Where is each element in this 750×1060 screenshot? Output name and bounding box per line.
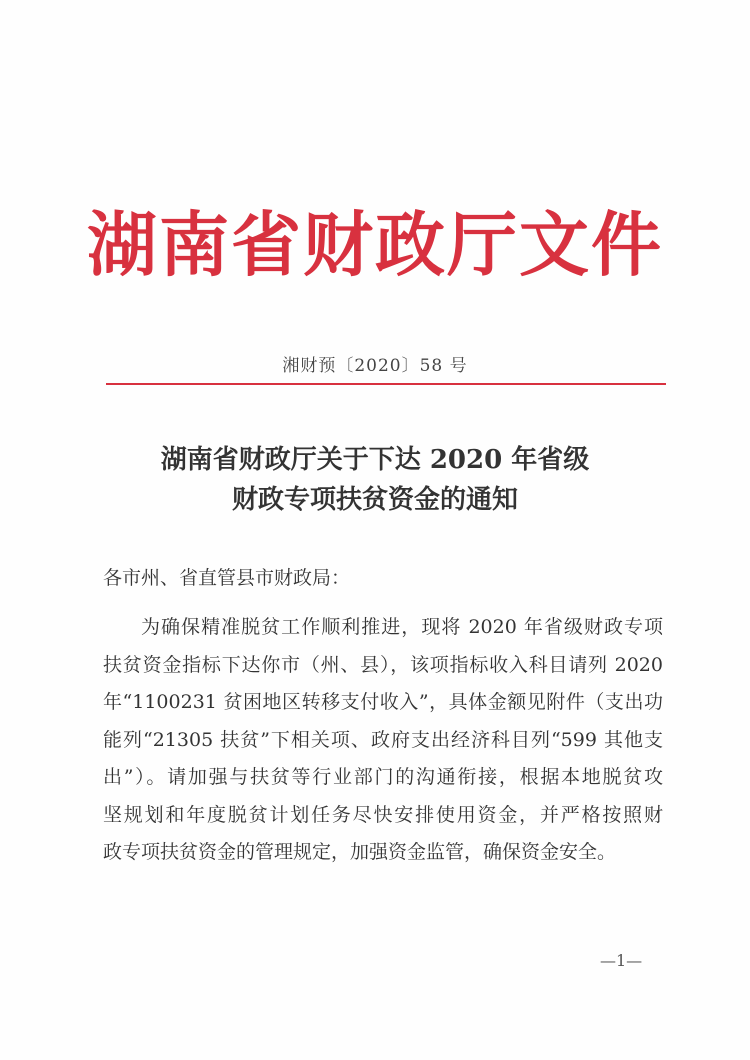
document-number: 湘财预〔2020〕58 号 bbox=[282, 356, 468, 376]
notice-title bbox=[0, 440, 750, 520]
body-line-4: 能列“21305 扶贫”下相关项、政府支出经济科目列“599 其他支 bbox=[103, 728, 663, 751]
body-line-1: 为确保精准脱贫工作顺利推进，现将 2020 年省级财政专项 bbox=[141, 616, 663, 638]
body-paragraph bbox=[103, 609, 663, 872]
salutation: 各市州、省直管县市财政局： bbox=[103, 567, 351, 589]
masthead-title: 湖南省财政厅文件 bbox=[87, 203, 663, 286]
notice-title-line-2: 财政专项扶贫资金的通知 bbox=[231, 485, 518, 515]
body-line-7: 政专项扶贫资金的管理规定，加强资金监管，确保资金安全。 bbox=[103, 841, 617, 863]
body-line-5: 出”）。请加强与扶贫等行业部门的沟通衔接，根据本地脱贫攻 bbox=[103, 766, 663, 788]
notice-title-line-1: 湖南省财政厅关于下达 2020 年省级 bbox=[160, 445, 590, 475]
page-number: —1— bbox=[600, 951, 643, 970]
red-divider-line bbox=[106, 383, 666, 385]
body-line-3: 年“1100231 贫困地区转移支付收入”，具体金额见附件（支出功 bbox=[103, 691, 663, 713]
body-line-2: 扶贫资金指标下达你市（州、县），该项指标收入科目请列 2020 bbox=[103, 653, 663, 676]
body-line-6: 坚规划和年度脱贫计划任务尽快安排使用资金，并严格按照财 bbox=[103, 803, 663, 826]
